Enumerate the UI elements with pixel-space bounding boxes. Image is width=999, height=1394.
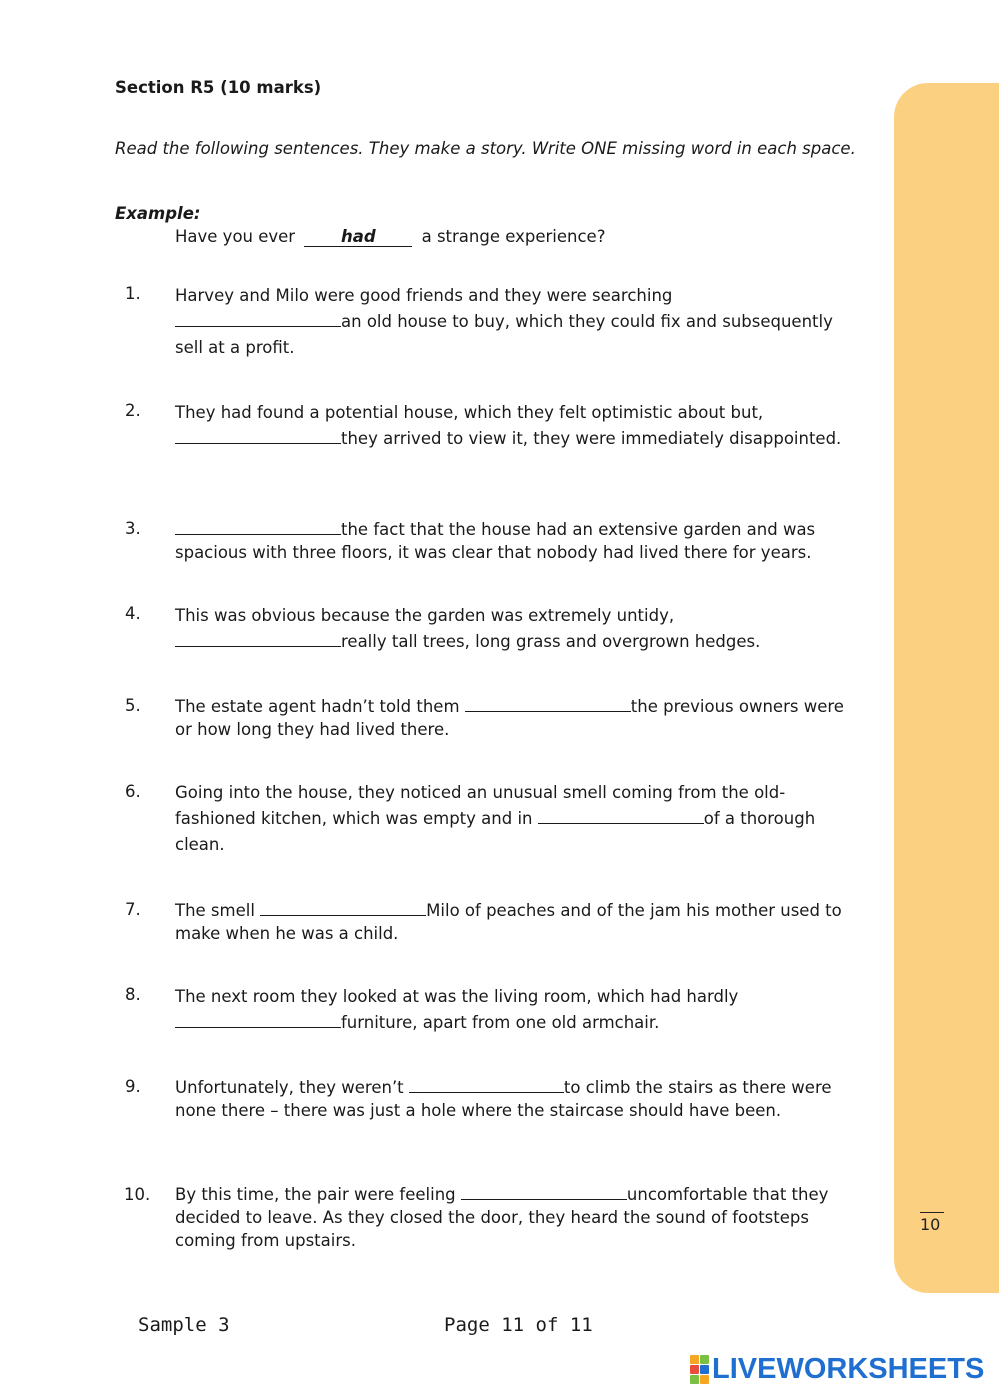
- question-10: [175, 1183, 865, 1252]
- question-7-before: The smell: [175, 901, 255, 920]
- question-8-before: The next room they looked at was the living room, which had hardly: [175, 987, 739, 1006]
- liveworksheets-logo-icon: [690, 1355, 709, 1384]
- example-label: Example:: [115, 204, 201, 223]
- answer-blank-5[interactable]: [465, 697, 631, 712]
- question-4-before: This was obvious because the garden was extremely untidy,: [175, 606, 675, 625]
- total-marks: 10: [920, 1212, 944, 1234]
- question-1-after: an old house to buy, which they could fix and subsequently sell at a profit.: [175, 312, 833, 357]
- question-4-after: really tall trees, long grass and overgrown hedges.: [341, 632, 761, 651]
- question-9-before: Unfortunately, they weren’t: [175, 1078, 404, 1097]
- question-6-after: of a thorough clean.: [175, 809, 816, 854]
- answer-blank-7[interactable]: [260, 901, 426, 916]
- liveworksheets-brand[interactable]: [690, 1352, 984, 1386]
- section-title: Section R5 (10 marks): [115, 78, 322, 97]
- answer-blank-4[interactable]: [175, 632, 341, 647]
- question-3-after: the fact that the house had an extensive garden and was spacious with three floors, it was clear that nobody had lived there for years.: [175, 520, 816, 562]
- answer-blank-1[interactable]: [175, 312, 341, 327]
- answer-blank-8[interactable]: [175, 1013, 341, 1028]
- question-8: [175, 984, 865, 1036]
- question-7: [175, 899, 865, 945]
- question-10-after: uncomfortable that they decided to leave. As they closed the door, they heard the sound of footsteps coming from upstairs.: [175, 1185, 829, 1250]
- question-4-number: 4.: [125, 604, 141, 623]
- question-3: [175, 518, 865, 564]
- footer-sample: Sample 3: [138, 1314, 230, 1336]
- question-2-after: they arrived to view it, they were immediately disappointed.: [341, 429, 842, 448]
- question-9-number: 9.: [125, 1077, 141, 1096]
- question-6-before: Going into the house, they noticed an unusual smell coming from the old-fashioned kitchen, which was empty and in: [175, 783, 786, 828]
- answer-blank-10[interactable]: [461, 1185, 627, 1200]
- question-6-number: 6.: [125, 782, 141, 801]
- question-2: [175, 400, 865, 452]
- question-6: [175, 780, 865, 858]
- question-8-after: furniture, apart from one old armchair.: [341, 1013, 660, 1032]
- question-2-before: They had found a potential house, which they felt optimistic about but,: [175, 403, 764, 422]
- answer-blank-6[interactable]: [538, 809, 704, 824]
- question-9-after: to climb the stairs as there were none there – there was just a hole where the staircase should have been.: [175, 1078, 832, 1120]
- question-5-number: 5.: [125, 696, 141, 715]
- footer-page-number: Page 11 of 11: [444, 1314, 593, 1336]
- liveworksheets-brand-text: LIVEWORKSHEETS: [712, 1352, 985, 1385]
- question-7-after: Milo of peaches and of the jam his mother used to make when he was a child.: [175, 901, 842, 943]
- question-10-before: By this time, the pair were feeling: [175, 1185, 456, 1204]
- answer-blank-2[interactable]: [175, 429, 341, 444]
- question-7-number: 7.: [125, 900, 141, 919]
- question-5-after: the previous owners were or how long they had lived there.: [175, 697, 844, 739]
- question-5-before: The estate agent hadn’t told them: [175, 697, 460, 716]
- score-sidebar: [894, 83, 999, 1293]
- question-1-before: Harvey and Milo were good friends and they were searching: [175, 286, 673, 305]
- question-10-number: 10.: [124, 1185, 151, 1204]
- answer-blank-9[interactable]: [409, 1078, 564, 1093]
- question-4: [175, 603, 865, 655]
- question-3-number: 3.: [125, 519, 141, 538]
- question-9: [175, 1076, 865, 1122]
- instructions: Read the following sentences. They make a story. Write ONE missing word in each space.: [115, 139, 856, 158]
- question-5: [175, 695, 865, 741]
- question-8-number: 8.: [125, 985, 141, 1004]
- example-sentence: [175, 227, 605, 247]
- example-before: Have you ever: [175, 227, 296, 246]
- answer-blank-3[interactable]: [175, 520, 341, 535]
- question-1: [175, 283, 865, 361]
- example-after: a strange experience?: [421, 227, 606, 246]
- example-answer: had: [304, 228, 412, 247]
- question-1-number: 1.: [125, 284, 141, 303]
- question-2-number: 2.: [125, 401, 141, 420]
